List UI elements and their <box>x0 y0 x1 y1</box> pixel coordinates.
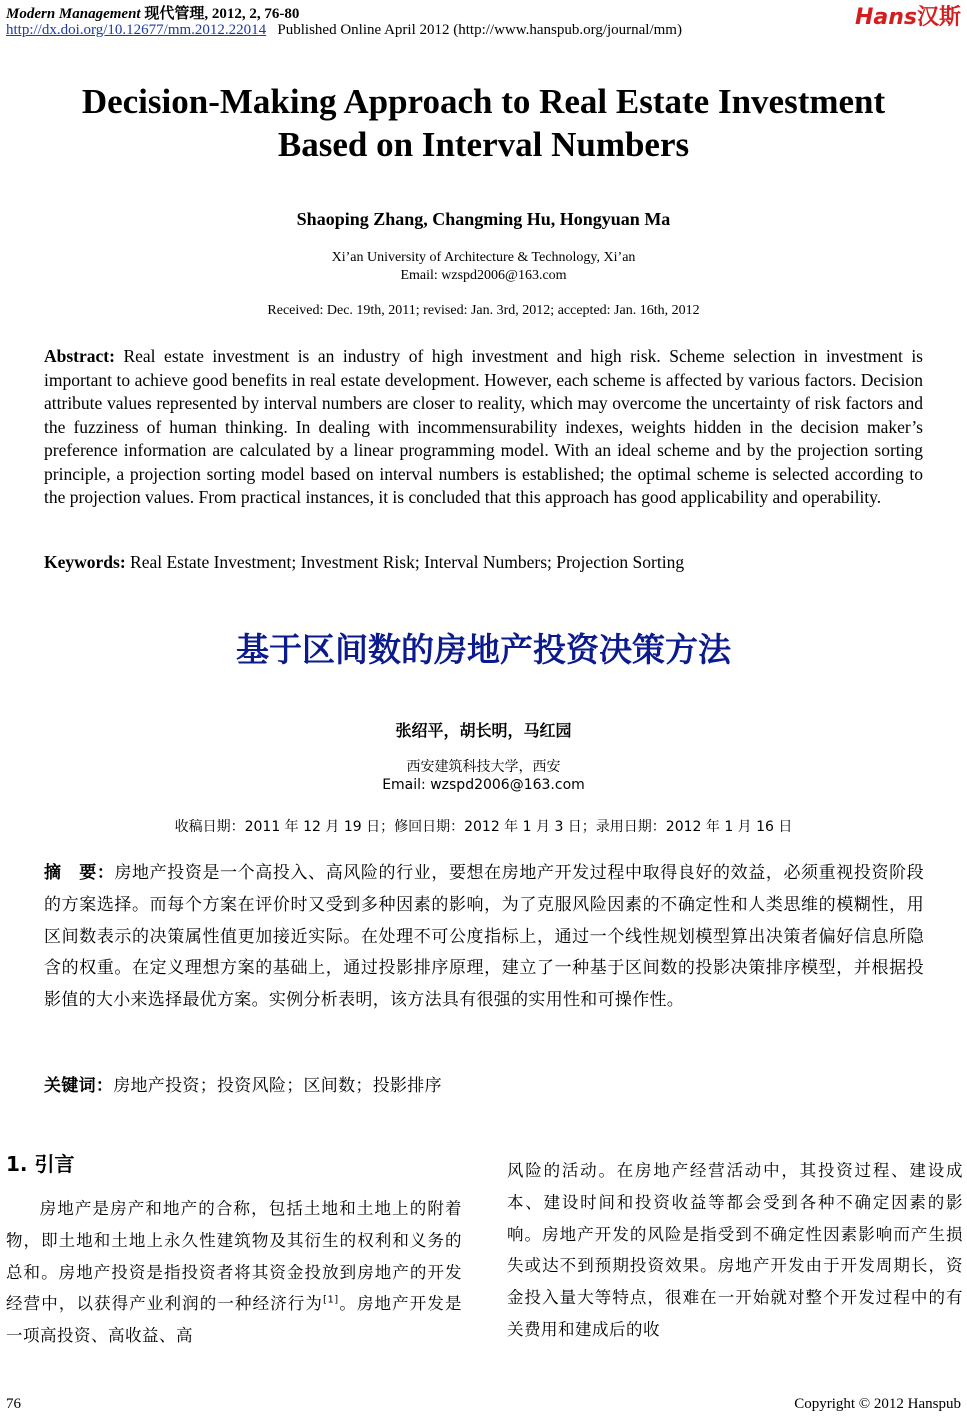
right-column-text: 风险的活动。在房地产经营活动中，其投资过程、建设成本、建设时间和投资收益等都会受到各种不确定因素的影响。房地产开发的风险是指受到不确定性因素影响而产生损失或达不到预期投资效果。房地产开发由于开发周期长，资金投入量大等特点，很难在一开始就对整个开发过程中的有关费用和建成后的收 <box>507 1161 963 1339</box>
title-line-1: Decision-Making Approach to Real Estate Investment <box>81 82 886 121</box>
doi-line <box>6 22 682 39</box>
cn-keywords-label: 关键词： <box>44 1076 114 1096</box>
received-dates: Received: Dec. 19th, 2011; revised: Jan. 3rd, 2012; accepted: Jan. 16th, 2012 <box>267 303 700 318</box>
cn-email: Email: wzspd2006@163.com <box>382 777 585 793</box>
keywords <box>44 552 923 573</box>
hans-logo <box>855 0 961 31</box>
logo-en: Hans <box>854 5 917 30</box>
logo-cn: 汉斯 <box>916 5 961 30</box>
abstract-text: Real estate investment is an industry of high investment and high risk. Scheme selection in investment is important to achieve good benefits in real estate development. However, each scheme is affected by various factors. Decision attribute values represented by interval numbers are closer to reality, which may overcome the uncertainty of risk factors and the fuzziness of human thinking. In dealing with incommensurability indexes, weights hidden in the decision maker’s preference information are calculated by a linear programming model. With an ideal scheme and by the projection sorting principle, a projection sorting model based on interval numbers is established; the optimal scheme is selected according to the projection values. From practical instances, it is concluded that this approach has good applicability and operability. <box>44 346 923 507</box>
section-heading: 1. 引言 <box>6 1152 75 1176</box>
keywords-text: Real Estate Investment; Investment Risk; Interval Numbers; Projection Sorting <box>130 552 685 572</box>
cn-abstract <box>44 858 924 1017</box>
page-number: 76 <box>6 1396 21 1412</box>
left-paragraph-b: 。房地产开发是一项高投资、高收益、高 <box>6 1294 463 1346</box>
affiliation-block <box>0 249 967 285</box>
abstract-label: Abstract: <box>44 346 115 366</box>
cn-keywords <box>44 1071 442 1096</box>
cn-abstract-label: 摘 要： <box>44 863 115 883</box>
left-column-text <box>6 1193 462 1352</box>
published-online: Published Online April 2012 (http://www.hanspub.org/journal/mm) <box>277 22 682 38</box>
cn-affiliation-block <box>0 758 967 794</box>
left-paragraph-a: 房地产是房产和地产的合称，包括土地和土地上的附着物，即土地和土地上永久性建筑物及其衍生的权利和义务的总和。房地产投资是指投资者将其资金投放到房地产的开发经营中，以获得产业利润的一种经济行为 <box>6 1199 462 1314</box>
cn-authors: 张绍平，胡长明，马红园 <box>395 721 572 740</box>
authors: Shaoping Zhang, Changming Hu, Hongyuan Ma <box>296 209 671 229</box>
doi-link[interactable]: http://dx.doi.org/10.12677/mm.2012.22014 <box>6 22 267 38</box>
paper-title <box>0 80 967 166</box>
abstract <box>44 345 923 510</box>
journal-name: Modern Management <box>6 6 141 22</box>
email: Email: wzspd2006@163.com <box>400 268 567 283</box>
keywords-label: Keywords: <box>44 552 126 572</box>
cn-title: 基于区间数的房地产投资决策方法 <box>236 630 731 669</box>
journal-header <box>6 2 299 23</box>
cn-keywords-text: 房地产投资；投资风险；区间数；投影排序 <box>113 1076 442 1096</box>
journal-issue-info: 现代管理, 2012, 2, 76-80 <box>144 6 300 22</box>
cn-abstract-text: 房地产投资是一个高投入、高风险的行业，要想在房地产开发过程中取得良好的效益，必须重视投资阶段的方案选择。而每个方案在评价时又受到多种因素的影响，为了克服风险因素的不确定性和人类思维的模糊性，用区间数表示的决策属性值更加接近实际。在处理不可公度指标上，通过一个线性规划模型算出决策者偏好信息所隐含的权重。在定义理想方案的基础上，通过投影排序原理，建立了一种基于区间数的投影决策排序模型，并根据投影值的大小来选择最优方案。实例分析表明，该方法具有很强的实用性和可操作性。 <box>44 863 924 1011</box>
affiliation: Xi’an University of Architecture & Technology, Xi’an <box>331 250 636 265</box>
title-line-2: Based on Interval Numbers <box>277 125 690 164</box>
copyright: Copyright © 2012 Hanspub <box>794 1396 961 1412</box>
citation-1[interactable]: [1] <box>323 1294 339 1306</box>
cn-received-dates: 收稿日期：2011 年 12 月 19 日；修回日期：2012 年 1 月 3 日；录用日期：2012 年 1 月 16 日 <box>174 819 793 835</box>
cn-affiliation: 西安建筑科技大学，西安 <box>406 759 561 775</box>
